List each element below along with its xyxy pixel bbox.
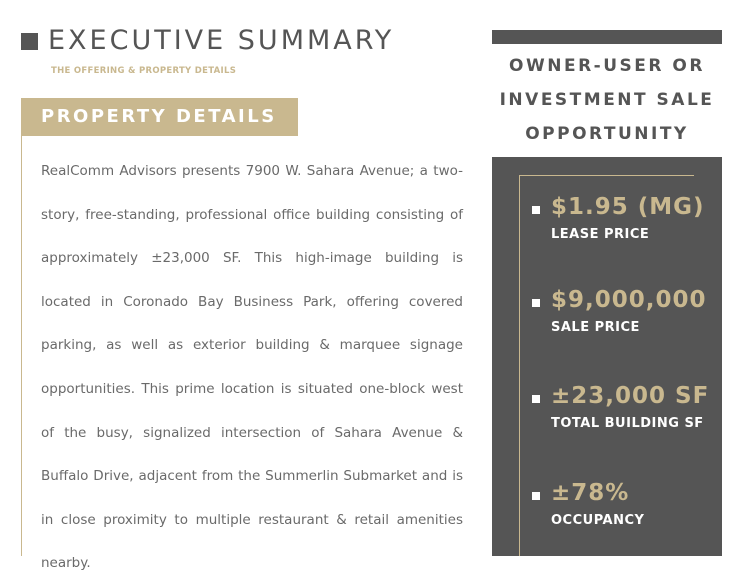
offering-top-bar <box>492 30 722 44</box>
left-divider <box>21 136 22 556</box>
stat-label: TOTAL BUILDING SF <box>551 416 704 431</box>
stat-value: $9,000,000 <box>551 287 707 313</box>
stat-value: ±78% <box>551 480 630 506</box>
offering-heading <box>492 49 722 151</box>
page-title: EXECUTIVE SUMMARY <box>48 25 395 56</box>
panel-gold-rule-top <box>519 175 694 176</box>
offering-panel <box>492 157 722 556</box>
page-subtitle: THE OFFERING & PROPERTY DETAILS <box>51 66 237 76</box>
property-description: RealComm Advisors presents 7900 W. Sahara Avenue; a two-story, free-standing, professional office building consisting of approximately ±23,000 SF. This high-image building is located in Coronado Bay Business Park, offering covered parking, as well as exterior building & marquee signage opportunities. This prime location is situated one-block west of the busy, signalized intersection of Sahara Avenue & Buffalo Drive, adjacent from the Summerlin Submarket and is in close proximity to multiple restaurant & retail amenities nearby. <box>41 163 463 572</box>
bullet-icon <box>532 206 540 214</box>
bullet-icon <box>532 299 540 307</box>
title-square-icon <box>21 33 38 50</box>
offering-heading-line: INVESTMENT SALE <box>499 90 715 110</box>
panel-gold-rule <box>519 175 520 556</box>
stat-label: LEASE PRICE <box>551 227 650 242</box>
bullet-icon <box>532 492 540 500</box>
stat-value: $1.95 (MG) <box>551 194 705 220</box>
stat-label: SALE PRICE <box>551 320 640 335</box>
property-details-heading: PROPERTY DETAILS <box>41 106 277 127</box>
stat-label: OCCUPANCY <box>551 513 645 528</box>
bullet-icon <box>532 395 540 403</box>
stat-value: ±23,000 SF <box>551 383 710 409</box>
offering-heading-line: OWNER-USER OR <box>509 56 705 76</box>
offering-heading-line: OPPORTUNITY <box>525 124 689 144</box>
property-details-header <box>21 98 298 136</box>
